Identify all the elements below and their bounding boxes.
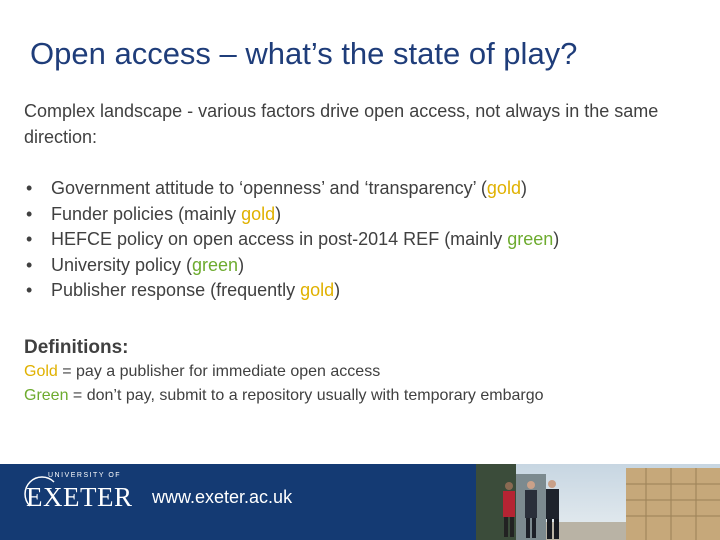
campus-photo [476, 464, 720, 540]
bullet-item-funder [24, 202, 714, 228]
logo-university-of: UNIVERSITY OF [48, 472, 122, 479]
bullet-close: ) [238, 254, 245, 275]
website-url[interactable]: www.exeter.ac.uk [152, 487, 293, 507]
bullet-text: HEFCE policy on open access in post-2014 REF (mainly [51, 229, 508, 249]
footer-bar [0, 464, 720, 540]
bullet-highlight-green: green [507, 229, 554, 249]
bullet-item-publisher [24, 278, 714, 304]
definitions-heading: Definitions: [24, 337, 129, 358]
bullet-text: Publisher response (frequently [51, 280, 301, 300]
bullet-item-hefce [24, 227, 714, 253]
bullet-highlight-gold: gold [300, 280, 335, 300]
definition-text-gold: = pay a publisher for immediate open access [57, 363, 381, 380]
bullet-text: University policy ( [51, 254, 193, 275]
bullet-text: Funder policies (mainly [51, 203, 242, 224]
bullet-close: ) [520, 178, 527, 198]
bullet-close: ) [334, 280, 341, 300]
slide-title: Open access – what’s the state of play? [30, 36, 578, 71]
bullet-dot: • [26, 254, 33, 275]
bullet-close: ) [275, 203, 282, 224]
bullet-dot: • [26, 229, 33, 249]
bullet-text: Government attitude to ‘openness’ and ‘transparency’ ( [51, 178, 487, 198]
bullet-item-government [24, 176, 714, 202]
definition-term-gold: Gold [24, 363, 58, 380]
bullet-dot: • [26, 280, 33, 300]
intro-text: Complex landscape - various factors drive open access, not always in the same direction: [24, 101, 659, 147]
definition-text-green: = don’t pay, submit to a repository usually with temporary embargo [68, 387, 544, 404]
bullet-close: ) [553, 229, 560, 249]
bullet-highlight-green: green [192, 254, 239, 275]
definition-term-green: Green [24, 387, 69, 404]
bullet-item-university [24, 253, 714, 279]
definition-green [24, 387, 544, 405]
bullet-highlight-gold: gold [241, 203, 276, 224]
bullet-dot: • [26, 178, 33, 198]
logo-exeter: EXETER [26, 482, 133, 512]
bullet-list [24, 176, 714, 304]
bullet-dot: • [26, 203, 33, 224]
university-logo [26, 472, 133, 528]
bullet-highlight-gold: gold [486, 178, 521, 198]
definition-gold [24, 363, 380, 381]
campus-photo-illustration [476, 464, 720, 540]
